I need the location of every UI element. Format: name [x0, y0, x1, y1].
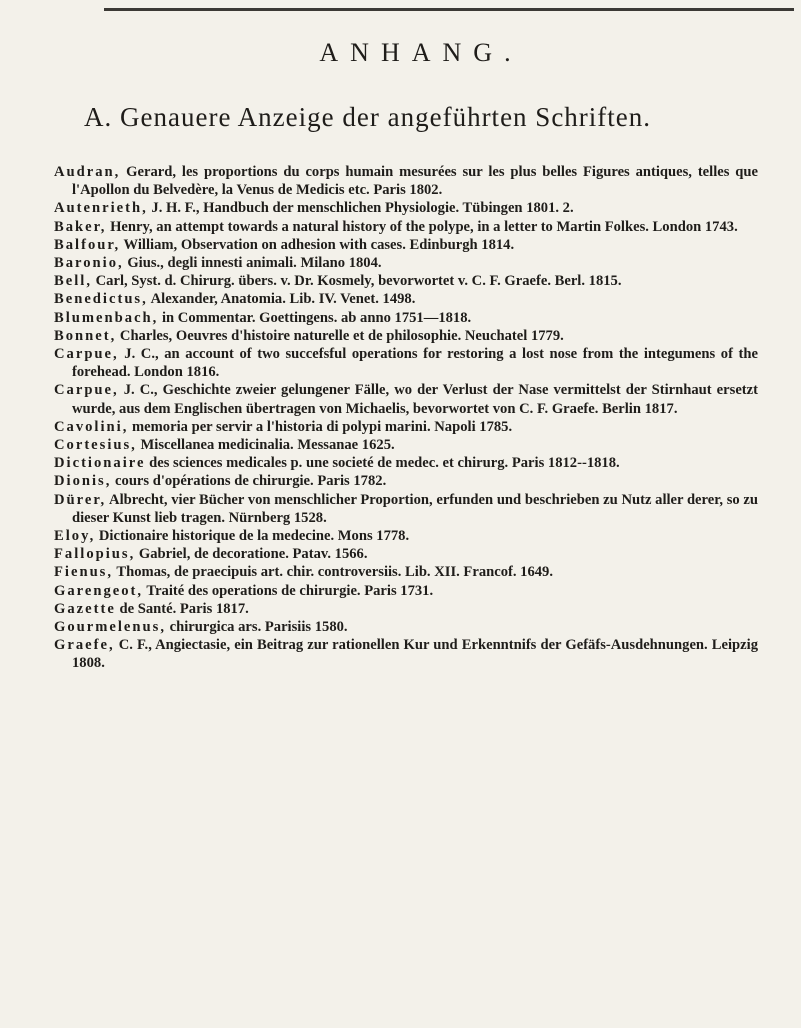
- appendix-heading: ANHANG.: [319, 38, 523, 67]
- bibliography-entry: [54, 491, 758, 527]
- entry-author: Cavolini,: [54, 418, 129, 435]
- bibliography-entry: [54, 327, 758, 345]
- entry-text: Charles, Oeuvres d'histoire naturelle et de philosophie. Neuchatel 1779.: [116, 327, 564, 344]
- entry-author: Baronio,: [54, 255, 124, 272]
- section-title: A. Genauere Anzeige der angeführten Schriften.: [84, 102, 652, 132]
- entry-author: Fallopius,: [54, 546, 136, 563]
- entry-text: J. C., Geschichte zweier gelungener Fälle, wo der Verlust der Nase vermittelst der Stirnhaut ersetzt wurde, aus dem Englischen übertragen von Michaelis, bevorwortet von C. F. Graefe. Berlin 1817.: [72, 382, 758, 417]
- entry-text: Alexander, Anatomia. Lib. IV. Venet. 1498.: [147, 291, 416, 308]
- entry-text: des sciences medicales p. une societé de medec. et chirurg. Paris 1812--1818.: [145, 455, 620, 472]
- entry-text: Miscellanea medicinalia. Messanae 1625.: [136, 437, 395, 454]
- entry-text: Thomas, de praecipuis art. chir. controversiis. Lib. XII. Francof. 1649.: [113, 564, 553, 581]
- entry-author: Dictionaire: [54, 455, 146, 472]
- entry-text: William, Observation on adhesion with cases. Edinburgh 1814.: [120, 236, 515, 253]
- bibliography-entry: [54, 545, 758, 563]
- entry-text: Gerard, les proportions du corps humain mesurées sur les plus belles Figures antiques, telles que l'Apollon du Belvedère, la Venus de Medicis etc. Paris 1802.: [72, 164, 758, 199]
- entry-author: Graefe,: [54, 637, 115, 654]
- entry-author: Bonnet,: [54, 327, 117, 344]
- bibliography-entry: [54, 618, 758, 636]
- entry-text: Gabriel, de decoratione. Patav. 1566.: [135, 546, 368, 563]
- bibliography-entry: [54, 345, 758, 381]
- bibliography-entry: [54, 272, 758, 290]
- bibliography-entry: [54, 527, 758, 545]
- entry-text: memoria per servir a l'historia di polypi marini. Napoli 1785.: [128, 418, 513, 435]
- bibliography-entry: [54, 472, 758, 490]
- entry-author: Carpue,: [54, 346, 119, 363]
- entry-text: Traité des operations de chirurgie. Paris 1731.: [143, 582, 434, 599]
- bibliography-entry: [54, 563, 758, 581]
- entry-author: Dürer,: [54, 491, 107, 508]
- entry-author: Audran,: [54, 164, 121, 180]
- entry-author: Benedictus,: [54, 291, 148, 308]
- top-rule: [104, 8, 794, 11]
- entry-text: Henry, an attempt towards a natural history of the polype, in a letter to Martin Folkes. London 1743.: [106, 218, 738, 235]
- entry-text: Gius., degli innesti animali. Milano 1804.: [123, 255, 382, 272]
- bibliography-entry: [54, 236, 758, 254]
- entry-text: J. C., an account of two succefsful operations for restoring a lost nose from the integumens of the forehead. London 1816.: [72, 346, 758, 381]
- bibliography-entry: [54, 381, 758, 417]
- bibliography-list: [54, 163, 758, 673]
- entry-author: Blumenbach,: [54, 309, 159, 326]
- entry-author: Fienus,: [54, 564, 114, 581]
- entry-text: chirurgica ars. Parisiis 1580.: [165, 619, 348, 636]
- bibliography-entry: [54, 254, 758, 272]
- bibliography-entry: [54, 418, 758, 436]
- entry-text: C. F., Angiectasie, ein Beitrag zur rationellen Kur und Erkenntnifs der Gefäfs-Ausdehnungen. Leipzig 1808.: [72, 637, 758, 672]
- entry-text: in Commentar. Goettingens. ab anno 1751—1818.: [158, 309, 472, 326]
- entry-author: Eloy,: [54, 528, 96, 545]
- entry-author: Balfour,: [54, 236, 121, 253]
- entry-author: Carpue,: [54, 382, 119, 399]
- entry-text: Albrecht, vier Bücher von menschlicher Proportion, erfunden und beschrieben zu Nutz aller derer, so zu dieser Kunst lieb tragen. Nürnberg 1528.: [72, 491, 758, 526]
- bibliography-entry: [54, 636, 758, 672]
- bibliography-entry: [54, 600, 758, 618]
- entry-author: Cortesius,: [54, 437, 137, 454]
- entry-author: Gazette: [54, 600, 116, 617]
- entry-text: Dictionaire historique de la medecine. Mons 1778.: [95, 528, 410, 545]
- entry-text: de Santé. Paris 1817.: [115, 600, 249, 617]
- bibliography-entry: [54, 436, 758, 454]
- entry-author: Garengeot,: [54, 582, 144, 599]
- entry-author: Autenrieth,: [54, 200, 148, 217]
- bibliography-entry: [54, 199, 758, 217]
- bibliography-entry: [54, 163, 758, 199]
- entry-text: Carl, Syst. d. Chirurg. übers. v. Dr. Kosmely, bevorwortet v. C. F. Graefe. Berl. 1815.: [91, 273, 622, 290]
- bibliography-entry: [54, 454, 758, 472]
- bibliography-entry: [54, 290, 758, 308]
- entry-author: Bell,: [54, 273, 92, 290]
- entry-author: Dionis,: [54, 473, 112, 490]
- document-page: [54, 38, 758, 673]
- entry-text: cours d'opérations de chirurgie. Paris 1782.: [111, 473, 387, 490]
- entry-author: Gourmelenus,: [54, 619, 166, 636]
- bibliography-entry: [54, 218, 758, 236]
- bibliography-entry: [54, 582, 758, 600]
- entry-text: J. H. F., Handbuch der menschlichen Physiologie. Tübingen 1801. 2.: [147, 200, 574, 217]
- bibliography-entry: [54, 309, 758, 327]
- entry-author: Baker,: [54, 218, 107, 235]
